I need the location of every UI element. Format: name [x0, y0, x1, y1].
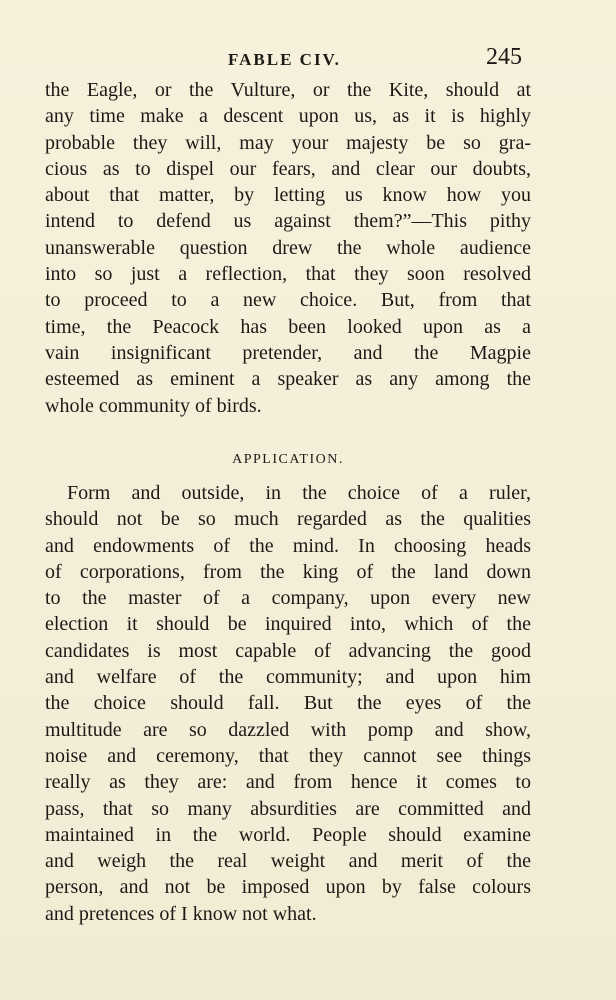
text-line: and pretences of I know not what.: [45, 902, 317, 925]
text-line: noise and ceremony, that they cannot see things: [45, 744, 531, 767]
text-line: and weigh the real weight and merit of the: [45, 850, 531, 873]
text-line: maintained in the world. People should examine: [45, 823, 531, 846]
text-line: into so just a reflection, that they soon resolved: [45, 263, 531, 286]
text-line: esteemed as eminent a speaker as any among the: [45, 368, 531, 391]
text-line: cious as to dispel our fears, and clear our doubts,: [45, 157, 531, 180]
text-line: to proceed to a new choice. But, from that: [45, 289, 531, 312]
text-line: to the master of a company, upon every new: [45, 587, 531, 610]
page-number: 245: [486, 44, 522, 70]
page-header: [0, 44, 616, 74]
text-line: election it should be inquired into, which of the: [45, 613, 531, 636]
text-line: Form and outside, in the choice of a ruler,: [67, 482, 531, 504]
text-line: any time make a descent upon us, as it is highly: [45, 105, 531, 128]
text-line: unanswerable question drew the whole audience: [45, 236, 531, 259]
text-line: person, and not be imposed upon by false colours: [45, 876, 531, 899]
text-line: multitude are so dazzled with pomp and show,: [45, 718, 531, 741]
text-line: and welfare of the community; and upon him: [45, 666, 531, 689]
text-line: probable they will, may your majesty be so gra-: [45, 131, 531, 154]
text-line: and endowments of the mind. In choosing heads: [45, 534, 531, 557]
text-line: intend to defend us against them?”—This pithy: [45, 210, 531, 233]
running-title: FABLE CIV.: [228, 50, 341, 69]
text-line: pass, that so many absurdities are committed and: [45, 797, 531, 820]
text-line: of corporations, from the king of the land down: [45, 560, 531, 583]
fable-text: [45, 77, 531, 419]
text-line: vain insignificant pretender, and the Magpie: [45, 341, 531, 364]
text-line: really as they are: and from hence it comes to: [45, 771, 531, 794]
application-heading: APPLICATION.: [232, 452, 344, 467]
text-line: candidates is most capable of advancing the good: [45, 639, 531, 662]
text-line: should not be so much regarded as the qualities: [45, 508, 531, 531]
text-line: about that matter, by letting us know how you: [45, 184, 531, 207]
text-line: the Eagle, or the Vulture, or the Kite, should at: [45, 79, 531, 101]
text-line: time, the Peacock has been looked upon as a: [45, 315, 531, 338]
text-line: the choice should fall. But the eyes of the: [45, 692, 531, 715]
application-text: [45, 480, 531, 927]
text-line: whole community of birds.: [45, 394, 262, 417]
